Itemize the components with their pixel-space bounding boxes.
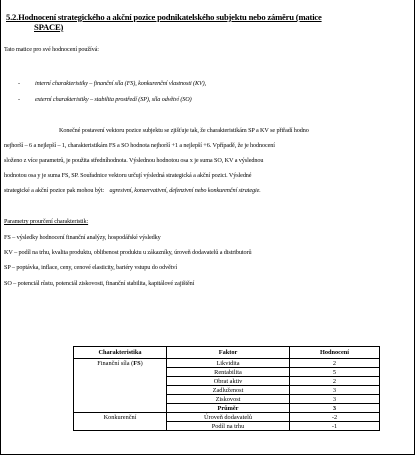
strategy-types: agresivní, konzervativní, defenzivní nebo konkurenční strategie. (109, 187, 261, 194)
value-cell: 3 (290, 395, 380, 404)
paragraph-line: nejhorší – 6 a nejlepší – 1, charakteristikám FS a SO hodnota nejhorší +1 a nejlepší +6. Vpřípadě, že je hodnocení (4, 142, 275, 149)
param-kv: KV – podíl na trhu, kvalita produktu, oblibenost produktu u zákazníky, úroveň dodavatelů a distributorů (4, 249, 252, 256)
bullet-dash: - (18, 96, 20, 103)
table-row (74, 413, 380, 422)
factor-cell: Úroveň dodavatelů (167, 413, 290, 422)
param-so: SO – potenciál růstu, potenciál ziskovosti, finanční stabilita, kapitálové zajištění (4, 280, 195, 287)
bullet-external: externí charakteristiky – stabilita prostředí (SP), síla odvětví (SO) (35, 96, 192, 103)
bullet-dash: - (18, 80, 20, 87)
bullet-internal: interní charakteristiky – finanční síla (FS), konkurenční vlastnosti (KV), (35, 80, 207, 87)
factor-cell: Ziskovost (167, 395, 290, 404)
table-row (74, 359, 380, 368)
factor-cell-average: Průměr (167, 404, 290, 413)
value-cell: 2 (290, 377, 380, 386)
paragraph-last-prefix: strategické a akční pozice pak mohou být: (4, 187, 105, 194)
paragraph-line: Konečné postavení vektoru pozice subjektu se zjišťuje tak, že charakteristikám SP a KV se přiřadí hodno (59, 127, 309, 134)
group-label: Finanční síla ( (97, 360, 134, 367)
heading-line-1: 5.2.Hodnocení strategického a akční pozice podnikatelského subjektu nebo záměru (matice (6, 12, 322, 22)
factor-cell: Podíl na trhu (167, 422, 290, 431)
value-cell: -1 (290, 422, 380, 431)
params-title: Parametry prourčení charakteristik: (4, 218, 89, 225)
heading-line-2: SPACE) (34, 22, 64, 32)
paragraph-line: složeno z více parametrů, je použita středníhodnota. Výslednou hodnotou osa x je suma SO, KV a výslednou (4, 157, 264, 164)
group-label-end: ) (140, 360, 143, 367)
factor-cell: Obrat aktiv (167, 377, 290, 386)
header-characteristic: Charakteristika (74, 347, 167, 359)
table-header-row (74, 347, 380, 359)
value-cell: 5 (290, 368, 380, 377)
paragraph-line: hodnotou osa y je suma FS, SP. Souřadnice vektoru určují výsledná strategická a akční pozici. Výsledné (4, 172, 252, 179)
factor-cell: Zadluženost (167, 386, 290, 395)
param-fs: FS – výsledky hodnocení finanční analýzy, hospodářské výsledky (4, 234, 161, 241)
section-heading (6, 12, 415, 32)
intro-text: Tato matice pro své hodnocení používá: (4, 46, 99, 53)
paragraph-line-last (4, 187, 261, 195)
factor-cell: Rentabilita (167, 368, 290, 377)
group-abbr: FS (133, 360, 141, 367)
value-cell: 3 (290, 386, 380, 395)
factor-cell: Likvidita (167, 359, 290, 368)
group-competitive: Konkurenční (74, 413, 167, 431)
factors-table (73, 346, 380, 431)
param-sp: SP – poptávka, inflace, ceny, cenové elasticity, bariéry vstupu do odvětví (4, 264, 178, 271)
header-rating: Hodnocení (290, 347, 380, 359)
value-cell-average: 3 (290, 404, 380, 413)
value-cell: 2 (290, 359, 380, 368)
value-cell: -2 (290, 413, 380, 422)
header-factor: Faktor (167, 347, 290, 359)
group-financial-strength (74, 359, 167, 413)
